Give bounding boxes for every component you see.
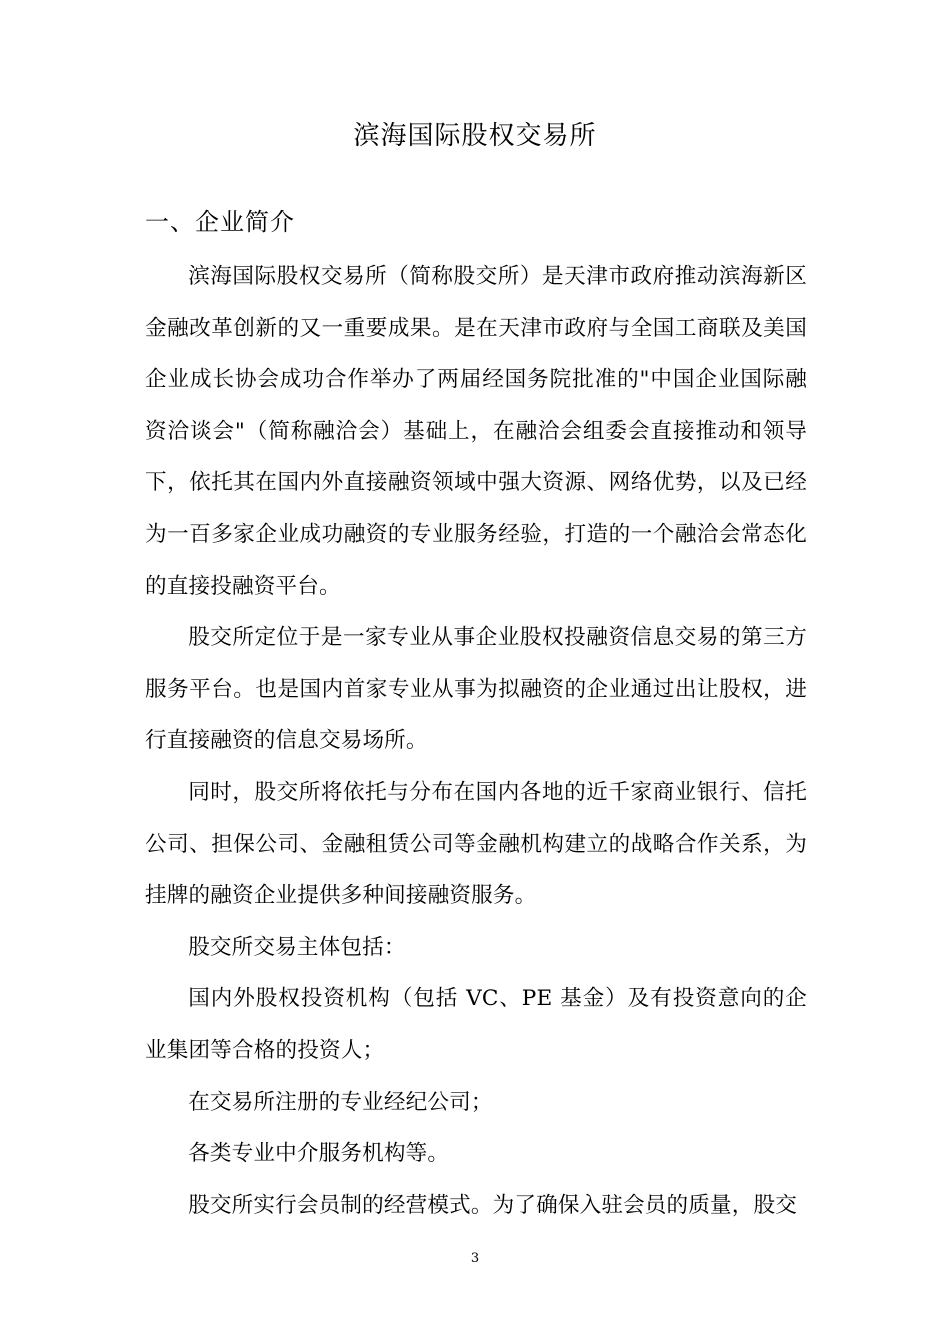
paragraph-positioning: 股交所定位于是一家专业从事企业股权投融资信息交易的第三方服务平台。也是国内首家专业从事为拟融资的企业通过出让股权，进行直接融资的信息交易场所。 <box>145 625 807 754</box>
paragraph-cooperation: 同时，股交所将依托与分布在国内各地的近千家商业银行、信托公司、担保公司、金融租赁公司等金融机构建立的战略合作关系，为挂牌的融资企业提供多种间接融资服务。 <box>145 779 807 909</box>
paragraph-investors: 国内外股权投资机构（包括 VC、PE 基金）及有投资意向的企业集团等合格的投资人； <box>145 986 807 1063</box>
paragraph-intermediaries: 各类专业中介服务机构等。 <box>188 1141 450 1167</box>
section-heading: 一、企业简介 <box>145 208 295 236</box>
paragraph-intro: 滨海国际股权交易所（简称股交所）是天津市政府推动滨海新区金融改革创新的又一重要成果。是在天津市政府与全国工商联及美国企业成长协会成功合作举办了两届经国务院批准的"中国企业国际融资洽谈会"（简称融洽会）基础上，在融洽会组委会直接推动和领导下，依托其在国内外直接融资领域中强大资源、网络优势，以及已经为一百多家企业成功融资的专业服务经验，打造的一个融洽会常态化的直接投融资平台。 <box>145 264 807 599</box>
body-text <box>145 251 807 1231</box>
page-number: 3 <box>470 1251 480 1266</box>
document-title: 滨海国际股权交易所 <box>353 121 597 151</box>
paragraph-membership: 股交所实行会员制的经营模式。为了确保入驻会员的质量，股交 <box>188 1192 798 1218</box>
paragraph-trading-entities-heading: 股交所交易主体包括： <box>188 934 406 960</box>
paragraph-brokers: 在交易所注册的专业经纪公司； <box>188 1089 493 1115</box>
